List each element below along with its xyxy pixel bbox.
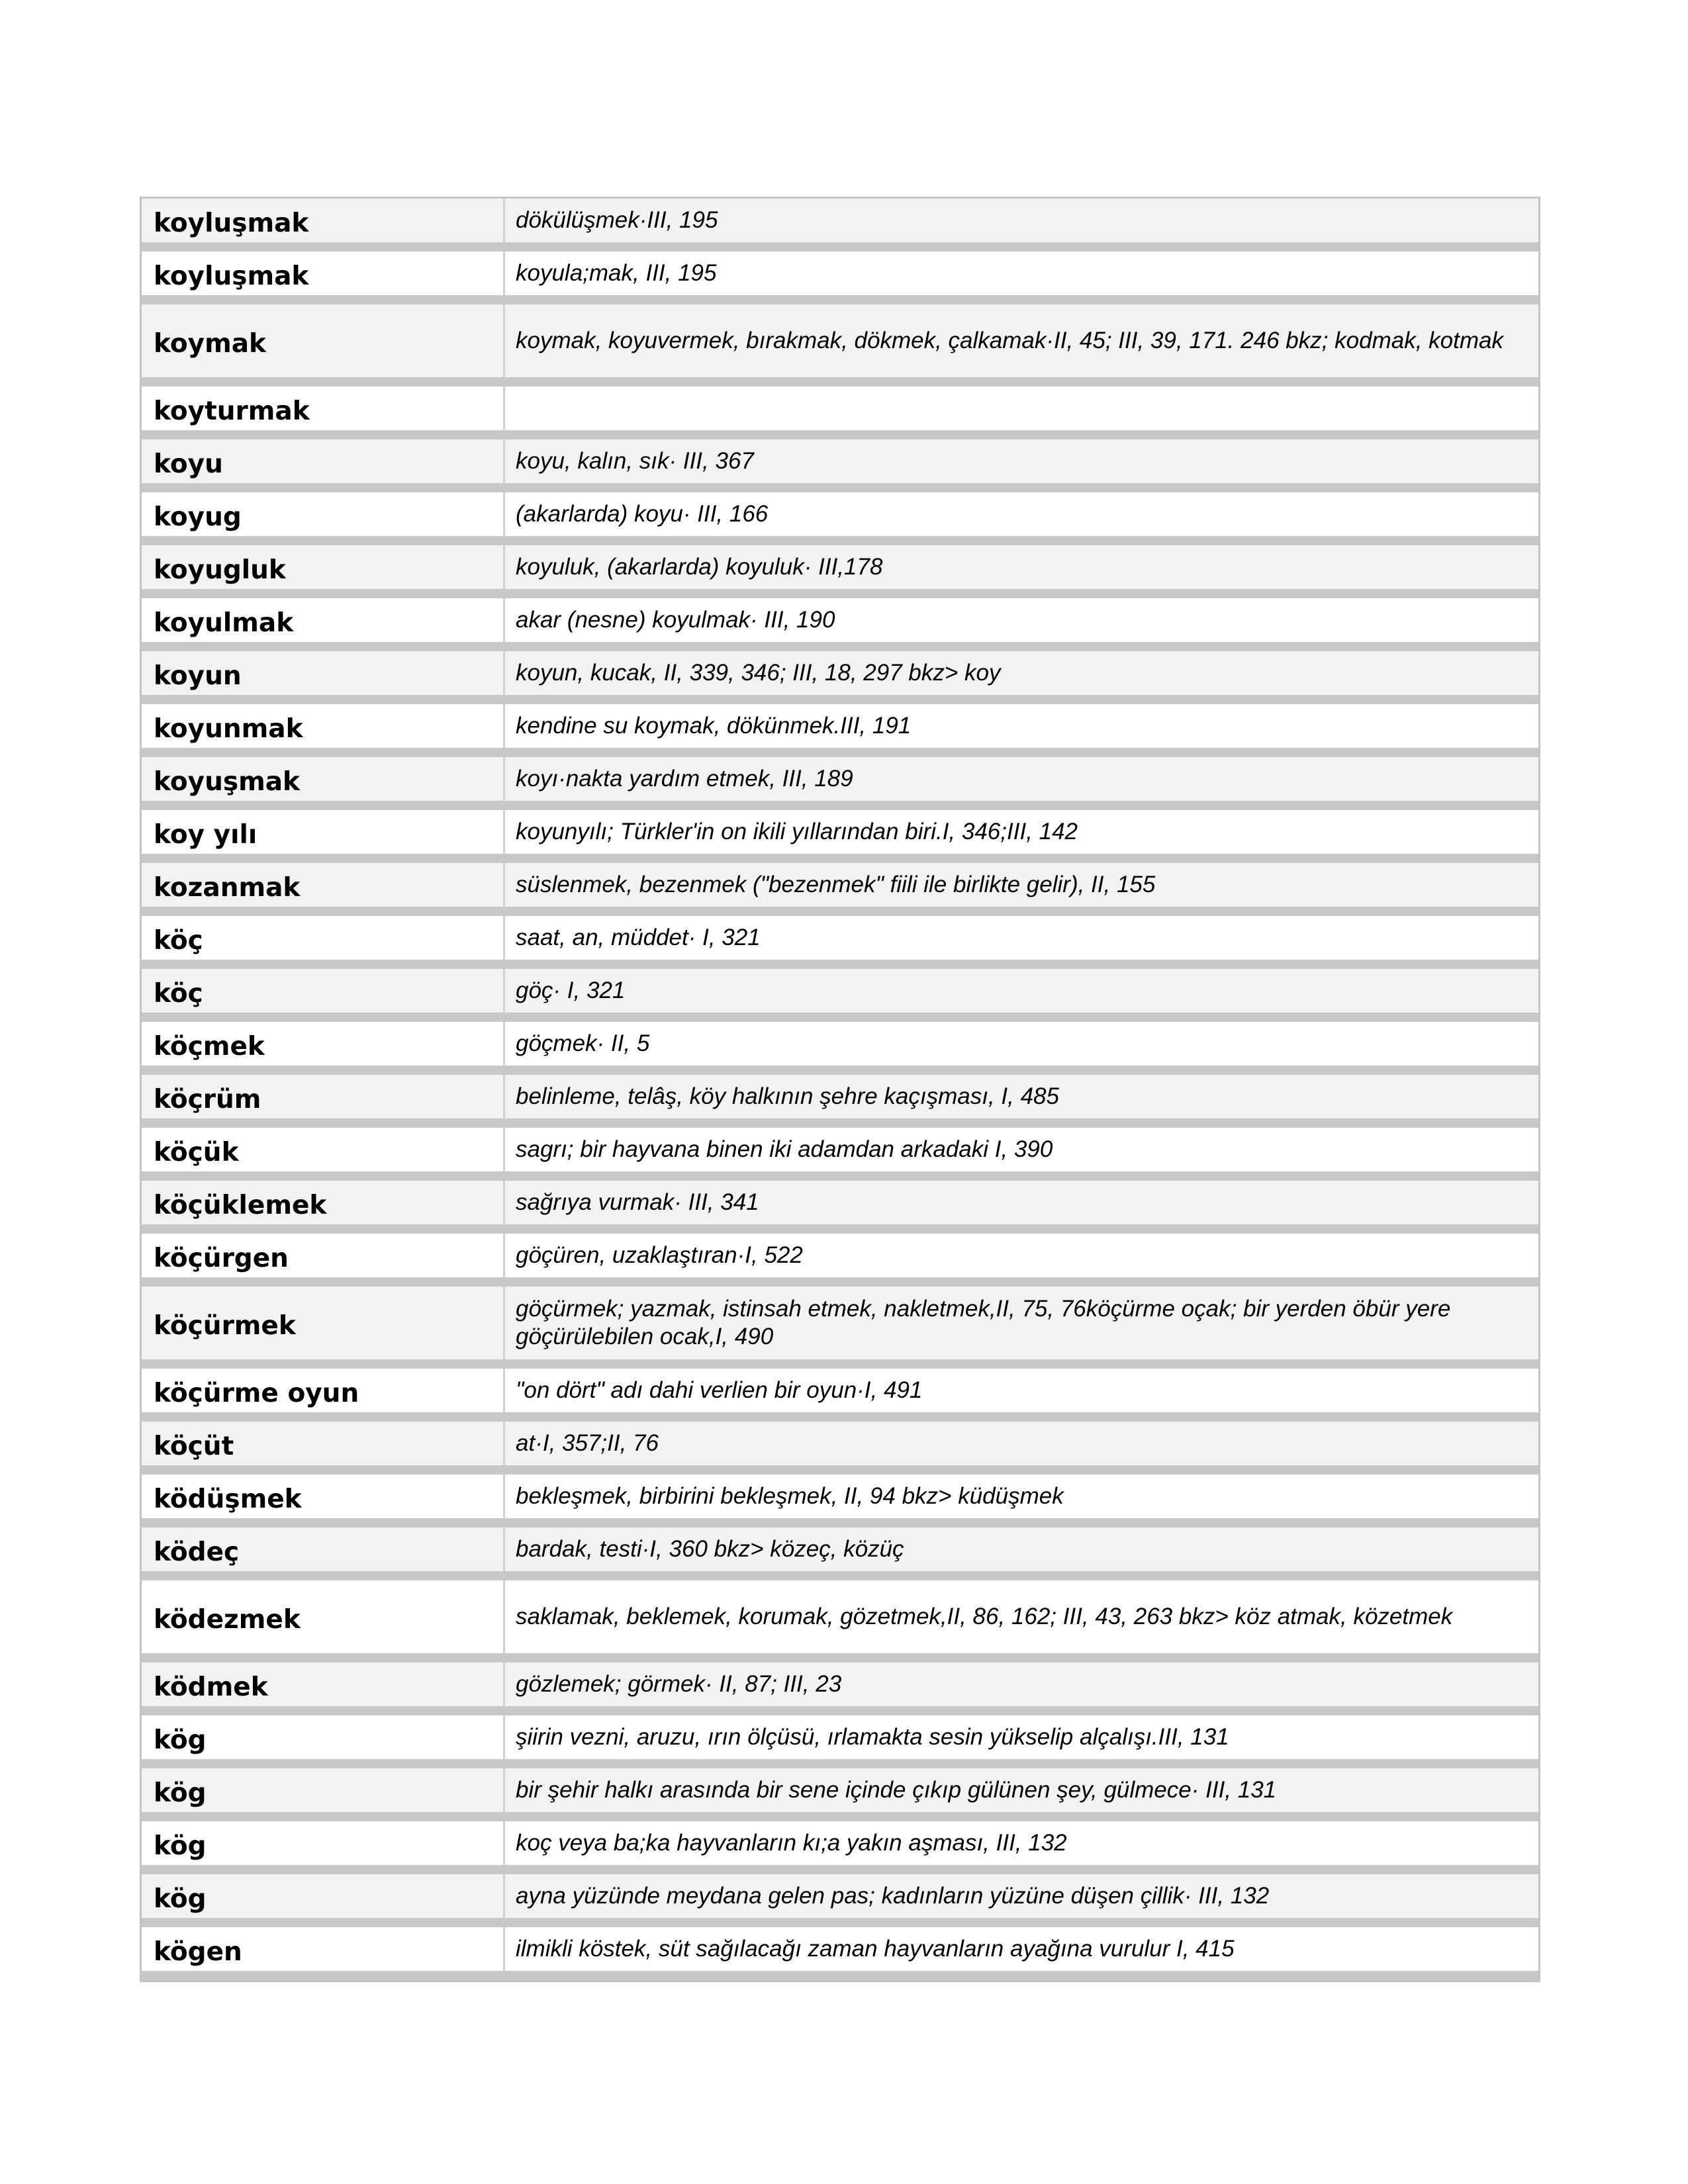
definition-cell: göç· I, 321: [505, 969, 1538, 1013]
table-row: [142, 1369, 1538, 1422]
table-row: [142, 1927, 1538, 1980]
definition-cell: koymak, koyuvermek, bırakmak, dökmek, çalkamak·II, 45; III, 39, 171. 246 bkz; kodmak, kotmak: [505, 304, 1538, 377]
dictionary-table: [140, 197, 1540, 1982]
term-cell: koyun: [142, 651, 505, 695]
definition-cell: "on dört" adı dahi verlien bir oyun·I, 491: [505, 1369, 1538, 1412]
term-cell: köçürme oyun: [142, 1369, 505, 1412]
definition-cell: kendine su koymak, dökünmek.III, 191: [505, 704, 1538, 748]
definition-cell: koyula;mak, III, 195: [505, 251, 1538, 295]
table-row: [142, 545, 1538, 598]
term-cell: köçrüm: [142, 1075, 505, 1118]
definition-cell: koyuluk, (akarlarda) koyuluk· III,178: [505, 545, 1538, 589]
definition-cell: sagrı; bir hayvana binen iki adamdan arkadaki I, 390: [505, 1128, 1538, 1171]
table-row: [142, 387, 1538, 439]
term-cell: kögen: [142, 1927, 505, 1971]
definition-cell: bir şehir halkı arasında bir sene içinde çıkıp gülünen şey, gülmece· III, 131: [505, 1768, 1538, 1812]
definition-cell: koç veya ba;ka hayvanların kı;a yakın aşması, III, 132: [505, 1821, 1538, 1865]
definition-cell: at·I, 357;II, 76: [505, 1422, 1538, 1465]
table-row: [142, 810, 1538, 863]
term-cell: koyturmak: [142, 387, 505, 430]
definition-cell: bekleşmek, birbirini bekleşmek, II, 94 bkz> küdüşmek: [505, 1475, 1538, 1518]
table-row: [142, 1075, 1538, 1128]
definition-cell: koyunyılı; Türkler'in on ikili yıllarından biri.I, 346;III, 142: [505, 810, 1538, 854]
term-cell: ködezmek: [142, 1580, 505, 1653]
table-row: [142, 439, 1538, 492]
term-cell: koyug: [142, 492, 505, 536]
definition-cell: (akarlarda) koyu· III, 166: [505, 492, 1538, 536]
table-row: [142, 1874, 1538, 1927]
table-row: [142, 1821, 1538, 1874]
table-row: [142, 199, 1538, 251]
definition-cell: koyun, kucak, II, 339, 346; III, 18, 297 bkz> koy: [505, 651, 1538, 695]
term-cell: köç: [142, 916, 505, 960]
definition-cell: dökülüşmek·III, 195: [505, 199, 1538, 242]
table-row: [142, 704, 1538, 757]
term-cell: koyuşmak: [142, 757, 505, 801]
definition-cell: göçüren, uzaklaştıran·I, 522: [505, 1234, 1538, 1277]
table-row: [142, 251, 1538, 304]
term-cell: koyu: [142, 439, 505, 483]
table-row: [142, 1287, 1538, 1369]
definition-cell: göçürmek; yazmak, istinsah etmek, nakletmek,II, 75, 76köçürme oçak; bir yerden öbür yere göçürülebilen ocak,I, 490: [505, 1287, 1538, 1359]
term-cell: koyluşmak: [142, 199, 505, 242]
definition-cell: koyu, kalın, sık· III, 367: [505, 439, 1538, 483]
table-row: [142, 304, 1538, 387]
term-cell: koy yılı: [142, 810, 505, 854]
definition-cell: saat, an, müddet· I, 321: [505, 916, 1538, 960]
table-row: [142, 1715, 1538, 1768]
definition-cell: bardak, testi·I, 360 bkz> közeç, közüç: [505, 1527, 1538, 1571]
definition-cell: koyı·nakta yardım etmek, III, 189: [505, 757, 1538, 801]
definition-cell: ilmikli köstek, süt sağılacağı zaman hayvanların ayağına vurulur I, 415: [505, 1927, 1538, 1971]
term-cell: ködeç: [142, 1527, 505, 1571]
term-cell: kög: [142, 1715, 505, 1759]
table-row: [142, 1181, 1538, 1234]
definition-cell: gözlemek; görmek· II, 87; III, 23: [505, 1662, 1538, 1706]
term-cell: köçürmek: [142, 1287, 505, 1359]
term-cell: koymak: [142, 304, 505, 377]
table-row: [142, 916, 1538, 969]
table-row: [142, 1662, 1538, 1715]
term-cell: köç: [142, 969, 505, 1013]
term-cell: kög: [142, 1768, 505, 1812]
table-row: [142, 1128, 1538, 1181]
definition-cell: göçmek· II, 5: [505, 1022, 1538, 1066]
table-row: [142, 598, 1538, 651]
term-cell: koyugluk: [142, 545, 505, 589]
term-cell: kozanmak: [142, 863, 505, 907]
definition-cell: şiirin vezni, aruzu, ırın ölçüsü, ırlamakta sesin yükselip alçalışı.III, 131: [505, 1715, 1538, 1759]
term-cell: köçüt: [142, 1422, 505, 1465]
table-row: [142, 863, 1538, 916]
definition-cell: saklamak, beklemek, korumak, gözetmek,II, 86, 162; III, 43, 263 bkz> köz atmak, közetmek: [505, 1580, 1538, 1653]
table-row: [142, 1527, 1538, 1580]
definition-cell: süslenmek, bezenmek ("bezenmek" fiili ile birlikte gelir), II, 155: [505, 863, 1538, 907]
definition-cell: belinleme, telâş, köy halkının şehre kaçışması, I, 485: [505, 1075, 1538, 1118]
table-row: [142, 1768, 1538, 1821]
table-row: [142, 1475, 1538, 1527]
table-row: [142, 969, 1538, 1022]
term-cell: kög: [142, 1821, 505, 1865]
table-row: [142, 757, 1538, 810]
definition-cell: [505, 387, 1538, 430]
term-cell: kög: [142, 1874, 505, 1918]
table-row: [142, 1580, 1538, 1662]
table-row: [142, 492, 1538, 545]
definition-cell: sağrıya vurmak· III, 341: [505, 1181, 1538, 1224]
definition-cell: akar (nesne) koyulmak· III, 190: [505, 598, 1538, 642]
term-cell: köçmek: [142, 1022, 505, 1066]
term-cell: koyulmak: [142, 598, 505, 642]
table-row: [142, 1422, 1538, 1475]
definition-cell: ayna yüzünde meydana gelen pas; kadınların yüzüne düşen çillik· III, 132: [505, 1874, 1538, 1918]
term-cell: ködüşmek: [142, 1475, 505, 1518]
term-cell: ködmek: [142, 1662, 505, 1706]
term-cell: köçürgen: [142, 1234, 505, 1277]
term-cell: köçük: [142, 1128, 505, 1171]
table-row: [142, 651, 1538, 704]
table-row: [142, 1022, 1538, 1075]
table-row: [142, 1234, 1538, 1287]
term-cell: koyunmak: [142, 704, 505, 748]
term-cell: köçüklemek: [142, 1181, 505, 1224]
term-cell: koyluşmak: [142, 251, 505, 295]
